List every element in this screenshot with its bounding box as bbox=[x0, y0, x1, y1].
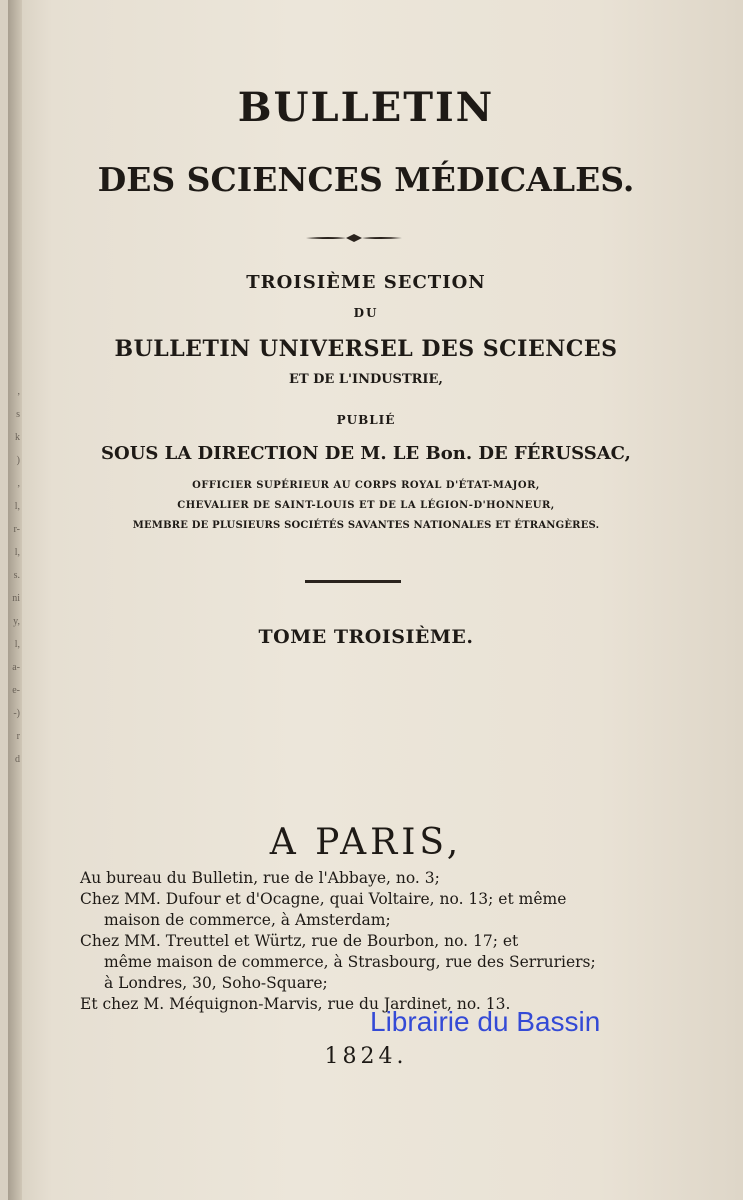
imprint-block bbox=[80, 868, 640, 1015]
section-heading: TROISIÈME SECTION bbox=[246, 272, 486, 293]
title-line-2: DES SCIENCES MÉDICALES. bbox=[97, 160, 635, 199]
imprint-line: Chez MM. Dufour et d'Ocagne, quai Voltaire, no. 13; et même bbox=[80, 890, 567, 908]
direction-line: SOUS LA DIRECTION DE M. LE Bon. DE FÉRUSSAC, bbox=[101, 443, 631, 464]
imprint-line: maison de commerce, à Amsterdam; bbox=[104, 911, 391, 929]
imprint-city: A PARIS, bbox=[269, 822, 463, 863]
credit-line-3: MEMBRE DE PLUSIEURS SOCIÉTÉS SAVANTES NATIONALES ET ÉTRANGÈRES. bbox=[132, 520, 600, 531]
rule-divider bbox=[305, 580, 401, 583]
section-bulletin-title: BULLETIN UNIVERSEL DES SCIENCES bbox=[114, 336, 618, 362]
section-industrie: ET DE L'INDUSTRIE, bbox=[289, 372, 443, 387]
imprint-line: Et chez M. Méquignon-Marvis, rue du Jardinet, no. 13. bbox=[80, 995, 511, 1013]
section-du: DU bbox=[353, 306, 379, 320]
watermark: Librairie du Bassin bbox=[370, 1006, 601, 1037]
credit-line-2: CHEVALIER DE SAINT-LOUIS ET DE LA LÉGION-D'HONNEUR, bbox=[177, 500, 555, 511]
credit-line-1: OFFICIER SUPÉRIEUR AU CORPS ROYAL D'ÉTAT-MAJOR, bbox=[192, 480, 540, 491]
imprint-line: à Londres, 30, Soho-Square; bbox=[104, 974, 328, 992]
imprint-line: Chez MM. Treuttel et Würtz, rue de Bourbon, no. 17; et bbox=[80, 932, 519, 950]
facing-page-bleed: , s k ) , l, r- l, s. ni y, l, a- e- -) r d bbox=[12, 386, 20, 765]
ornament-divider bbox=[306, 233, 402, 243]
published-label: PUBLIÉ bbox=[336, 413, 396, 427]
imprint-line: même maison de commerce, à Strasbourg, rue des Serruriers; bbox=[104, 953, 596, 971]
book-page bbox=[8, 0, 743, 1200]
volume-title: TOME TROISIÈME. bbox=[258, 626, 474, 648]
imprint-line: Au bureau du Bulletin, rue de l'Abbaye, no. 3; bbox=[80, 869, 440, 887]
title-line-1: BULLETIN bbox=[237, 84, 495, 131]
publication-year: 1824. bbox=[324, 1044, 408, 1069]
